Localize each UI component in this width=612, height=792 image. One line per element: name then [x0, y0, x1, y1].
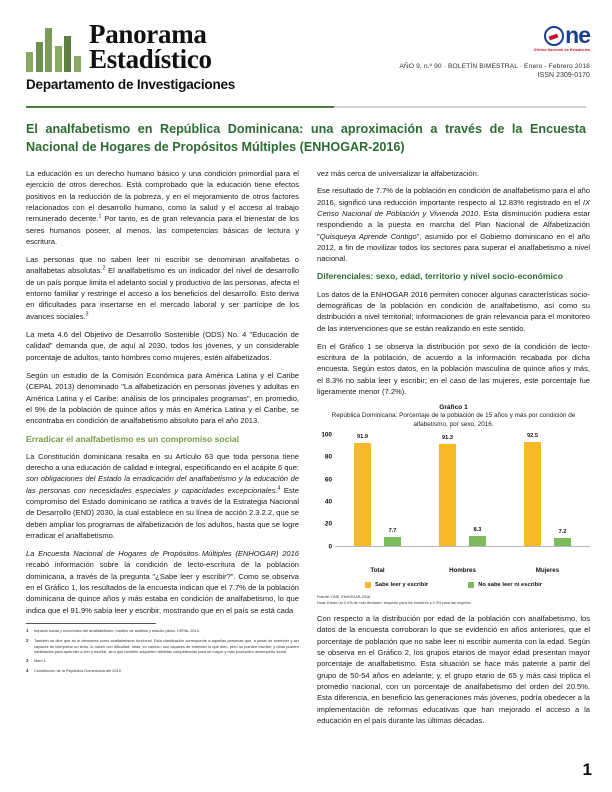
p5a-text: La Constitución dominicana resalta en su Artículo 63 que toda persona tiene derecho a una educación de calidad e integral, especificando en el acápite 6 que: — [26, 451, 299, 472]
page-title: El analfabetismo en República Dominicana: una aproximación a través de la Encuesta Nacional de Hogares de Propósitos Múltiples (ENHOGAR-2016) — [26, 122, 586, 155]
paragraph-r1 — [317, 185, 590, 264]
p5-italic-quote: son obligaciones del Estado la erradicación del analfabetismo y la educación de las personas con necesidades especiales y capacidades excepcionales. — [26, 474, 299, 495]
footnote-ref-3[interactable]: 3 — [85, 311, 89, 318]
footnote-ref-1[interactable]: 1 — [98, 213, 102, 220]
r1c-text: ", asumido por el Gobierno dominicano en el año 2012, a fin de movilizar todos los sectores para superar el analfabetismo a nivel nacional. — [317, 231, 590, 264]
paragraph-r2: Los datos de la ENHOGAR 2016 permiten conocer algunas características socio-demográficas de la población en condición de analfabetismo, así como su distribución a nivel territorial; informaciones de gran relevancia para el monitoreo de las intervenciones que se están realizando en este sentido. — [317, 289, 590, 333]
x-tick-total: Total — [370, 566, 385, 574]
left-column — [26, 168, 299, 733]
r1b-text: . Esta disminución pudiera estar respondiendo a la puesta en marcha del Plan Nacional de Alfabetización " — [317, 208, 590, 241]
y-tick: 60 — [324, 476, 332, 483]
bar-group-total — [339, 435, 416, 546]
bar-total-literate — [354, 433, 371, 546]
p1-text: La educación es un derecho humano básico y una condición primordial para el ejercicio de otros derechos. Está comprobado que la educación tiene efectos positivos en la reducción de la pobreza, y en el mejoramiento de otros factores relacionados con el desarrollo humano, como la salud y el acceso al trabajo remunerado decente. — [26, 168, 299, 224]
bar-total-illiterate — [384, 527, 401, 546]
footnote-item — [26, 658, 299, 665]
bar-chart-logo-icon — [26, 28, 83, 72]
x-axis-labels — [335, 563, 590, 574]
y-axis — [317, 431, 335, 551]
footnote-text: Constitución de la República Dominicana del 2010. — [34, 667, 123, 673]
footnotes-list — [26, 628, 299, 674]
section-heading-left: Erradicar el analfabetismo es un compromiso social — [26, 433, 240, 444]
y-tick: 20 — [324, 520, 332, 528]
legend-item-illiterate — [468, 582, 542, 588]
chart-grafico-1 — [317, 404, 590, 607]
footnote-number: 3 — [26, 658, 29, 664]
bar-group-hombres — [424, 435, 501, 546]
header-divider — [26, 106, 586, 108]
paragraph-1 — [26, 168, 299, 247]
footnote-number: 1 — [26, 628, 29, 634]
paragraph-6 — [26, 548, 299, 616]
footnote-number: 2 — [26, 637, 29, 643]
section-heading-right: Diferenciales: sexo, edad, territorio y nivel socio-económico — [317, 271, 563, 282]
y-tick: 40 — [324, 498, 332, 506]
department-label: Departamento de Investigaciones — [26, 76, 236, 92]
chart-legend — [317, 582, 590, 588]
right-column — [317, 168, 590, 733]
bar-mujeres-illiterate — [554, 528, 571, 546]
y-tick: 80 — [324, 453, 332, 461]
legend-swatch-icon — [468, 582, 474, 588]
r1-italic-census: IX Censo Nacional de Población y Vivienda 2010 — [317, 197, 590, 218]
footnote-text: También se dice que se le denomina como analfabetismo funcional. Esta clasificación corresponde a aquellas personas que, a pesar de entender y ser capaces de interpretar un texto, lo hacen con dificultad; otras, en cambio, son capaces de entender lo que leen, pero no pueden escribir; y otras poseen habilidades para aprender a leer y escribir, sino que también adquieren distintas competencias para un mayor y más productivo desempeño social. — [34, 637, 299, 655]
p2a-text: Las personas que no saben leer ni escribir se denominan analfabetas o analfabetas absolutas. — [26, 255, 299, 276]
legend-item-literate — [365, 582, 428, 588]
r1a-text: Ese resultado de 7.7% de la población en condición de analfabetismo para el año 2016, significó una reducción importante respecto al 12.83% registrado en el — [317, 186, 590, 207]
paragraph-continuation: vez más cerca de universalizar la alfabetización. — [317, 168, 479, 178]
publication-brand — [26, 19, 236, 92]
p6-italic-title: La Encuesta Nacional de Hogares de Propósitos Múltiples (ENHOGAR) 2016 — [26, 549, 299, 559]
footnote-divider — [26, 623, 156, 624]
issue-line: AÑO 9, n.º 90 · BOLETÍN BIMESTRAL · Enero - Febrero 2018 — [399, 63, 590, 70]
paragraph-4: Según un estudio de la Comisión Económica para América Latina y el Caribe (CEPAL 2013) denominado "La alfabetización en personas jóvenes y adultas en América Latina y el Caribe: análisis de los principales programas", en promedio, el 9% de la población de quince años y más en América Latina y el Caribe, se encontraba en condición de analfabetismo absoluto para el año 2013. — [26, 370, 299, 426]
r1-italic-program: Quisqueya Aprende Contigo — [319, 231, 417, 241]
bar-value: 7.7 — [388, 527, 397, 534]
paragraph-r4: Con respecto a la distribución por edad de la población con analfabetismo, los datos de la encuesta corroboran lo que se evidenció en años anteriores, que el porcentaje de población que no sabe leer ni escribir aumenta con la edad. Según se observa en el Gráfico 2, los grupos etarios de mayor edad presentan mayor porcentaje de analfabetismo. Esta situación se hace más patente a partir del grupo de 50-54 años en adelante; y, el grupo etario de 65 y más casi triplica el promedio nacional, con un porcentaje de analfabetismo del orden del 20.5%. Esta diferencia, en beneficio las generaciones más jóvenes, podría obedecer a la implementación de reformas educativas que han mejorado el acceso a la educación en el país durante las últimas décadas. — [317, 614, 590, 725]
p1b-text: Por tanto, es de gran relevancia para el bienestar de los seres humanos poseer, al menos, las competencias básicas de lectura y escritura. — [26, 214, 299, 246]
brand-title-line1: Panorama — [89, 19, 207, 49]
bar-value: 92.5 — [527, 432, 538, 439]
bar-value: 91.3 — [442, 434, 453, 441]
one-subtitle: Oficina Nacional de Estadística — [533, 48, 590, 52]
article-body — [26, 168, 590, 733]
footnote-number: 4 — [26, 667, 29, 673]
footnote-ref-2[interactable]: 2 — [102, 265, 106, 272]
p5b-text: Este compromiso del Estado dominicano se ratifica a través de la Estrategia Nacional de Desarrollo (END) 2030, la cual establece en su línea de acción 2.3.2.2, que se deben ampliar los programas de alfabetización de los adultos, hasta que se logre erradicar el analfabetismo. — [26, 485, 299, 540]
bar-hombres-literate — [439, 434, 456, 546]
x-tick-hombres: Hombres — [449, 566, 476, 574]
chart-note: Nota: Existe un 0.4% de «sin declarar» respecto para los hombres y 0.3% para las mujeres. — [317, 601, 472, 606]
chart-title: República Dominicana: Porcentaje de la población de 15 años y más por condición de alfabetismo, por sexo, 2016. — [331, 412, 576, 429]
bar-mujeres-literate — [524, 432, 541, 546]
footnote-text: Ídem 1. — [34, 658, 47, 664]
bar-hombres-illiterate — [469, 526, 486, 546]
paragraph-5 — [26, 451, 299, 542]
bar-value: 8.3 — [473, 526, 482, 533]
paragraph-2 — [26, 254, 299, 322]
footnote-item — [26, 668, 299, 675]
one-wordmark: ne — [565, 22, 590, 48]
p2b-text: El analfabetismo es un indicador del nivel de desarrollo de un país porque limita el adelanto social y productivo de las personas, afecta el entorno familiar y restringe el acceso a los beneficios del desarrollo. Esto deriva en dificultades para insertarse en el mercado laboral y ser partícipe de los avances sociales. — [26, 266, 300, 321]
footnote-item — [26, 628, 299, 635]
issue-metadata — [399, 22, 590, 79]
bar-group-mujeres — [509, 432, 586, 546]
chart-plot-area — [335, 432, 590, 547]
paragraph-3: La meta 4.6 del Objetivo de Desarrollo Sostenible (ODS) No. 4 "Educación de calidad" demanda que, de aquí al 2030, todos los jóvenes, y un considerable porcentaje de adultos, tanto hombres como mujeres, estén alfabetizados. — [26, 330, 299, 362]
chart-number-label: Gráfico 1 — [439, 404, 468, 412]
paragraph-r3: En el Gráfico 1 se observa la distribución por sexo de la condición de lecto-escritura de la población, de acuerdo a la información recabada por dicha encuesta. Según estos datos, en la población masculina de quince años y más, el 8.3% no sabía leer y escribir; en el caso de las mujeres, este porcentaje fue ligeramente menor (7.2%). — [317, 341, 590, 397]
one-circle-icon — [544, 26, 564, 46]
page-number: 1 — [582, 760, 592, 779]
footnote-item — [26, 638, 299, 656]
footnote-ref-4[interactable]: 4 — [277, 485, 281, 492]
x-tick-mujeres: Mujeres — [535, 566, 560, 574]
page-header — [0, 0, 612, 100]
legend-label: Sabe leer y escribir — [375, 581, 429, 588]
chart-plot — [317, 431, 590, 563]
issn-line: ISSN 2309-0170 — [537, 72, 590, 79]
bar-value: 91.9 — [357, 433, 368, 440]
bar-value: 7.2 — [558, 528, 567, 535]
brand-title-line2: Estadístico — [89, 43, 212, 74]
y-tick: 100 — [321, 431, 332, 439]
legend-label: No sabe leer ni escribir — [478, 581, 542, 588]
p6-text: recabó información sobre la condición de lecto-escritura de la población dominicana, a través de la pregunta "¿Sabe leer y escribir?". Como se observa en el Gráfico 1, los resultados de la encuesta indican que el 7.7% de la población dominicana de quince años y más estaba en condición de analfabetismo, lo que indica que el 91.9% sabía leer y escribir, mostrando que en el país se está cada — [26, 560, 299, 615]
y-tick: 0 — [328, 543, 332, 551]
one-logo — [534, 24, 590, 52]
legend-swatch-icon — [365, 582, 371, 588]
footnote-text: Impacto social y económico del analfabetismo: modelo de análisis y estudio piloto. CEPAL 2010. — [34, 628, 201, 634]
chart-source: Fuente: ONE, ENHOGAR-2016 — [317, 594, 371, 599]
